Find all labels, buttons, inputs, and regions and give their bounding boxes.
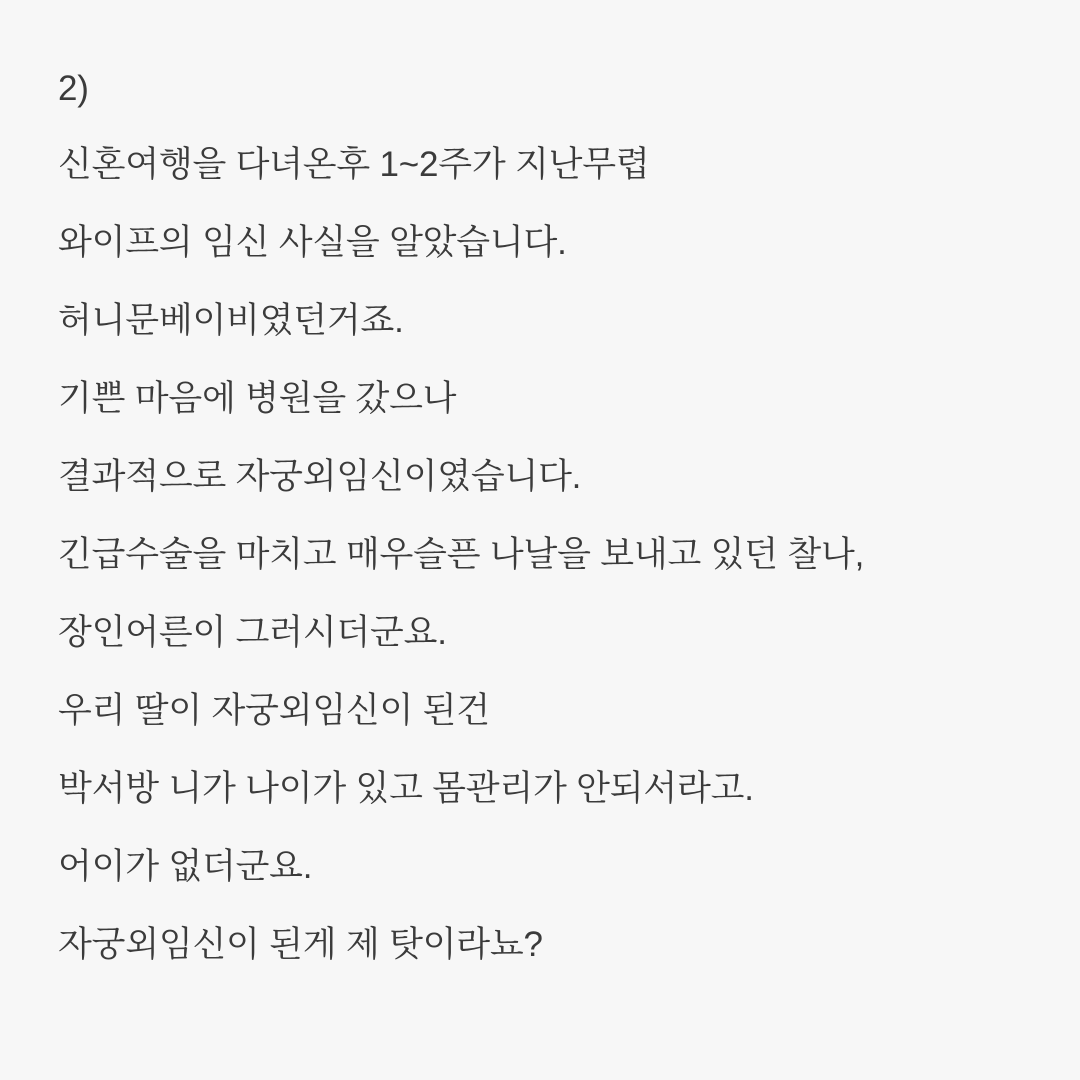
text-line: 긴급수술을 마치고 매우슬픈 나날을 보내고 있던 찰나, [58,535,865,574]
text-body [58,52,1024,984]
text-line: 결과적으로 자궁외임신이였습니다. [58,457,582,496]
text-line: 우리 딸이 자궁외임신이 된건 [58,691,490,730]
text-line: 신혼여행을 다녀온후 1~2주가 지난무렵 [58,145,650,184]
text-line: 2) [58,69,89,108]
text-line: 어이가 없더군요. [58,847,313,886]
text-line: 장인어른이 그러시더군요. [58,613,447,652]
text-line: 와이프의 임신 사실을 알았습니다. [58,223,567,262]
text-line: 기쁜 마음에 병원을 갔으나 [58,379,457,418]
text-line: 허니문베이비였던거죠. [58,301,404,340]
text-line: 자궁외임신이 된게 제 탓이라뇨? [58,925,543,964]
text-line: 박서방 니가 나이가 있고 몸관리가 안되서라고. [58,769,754,808]
